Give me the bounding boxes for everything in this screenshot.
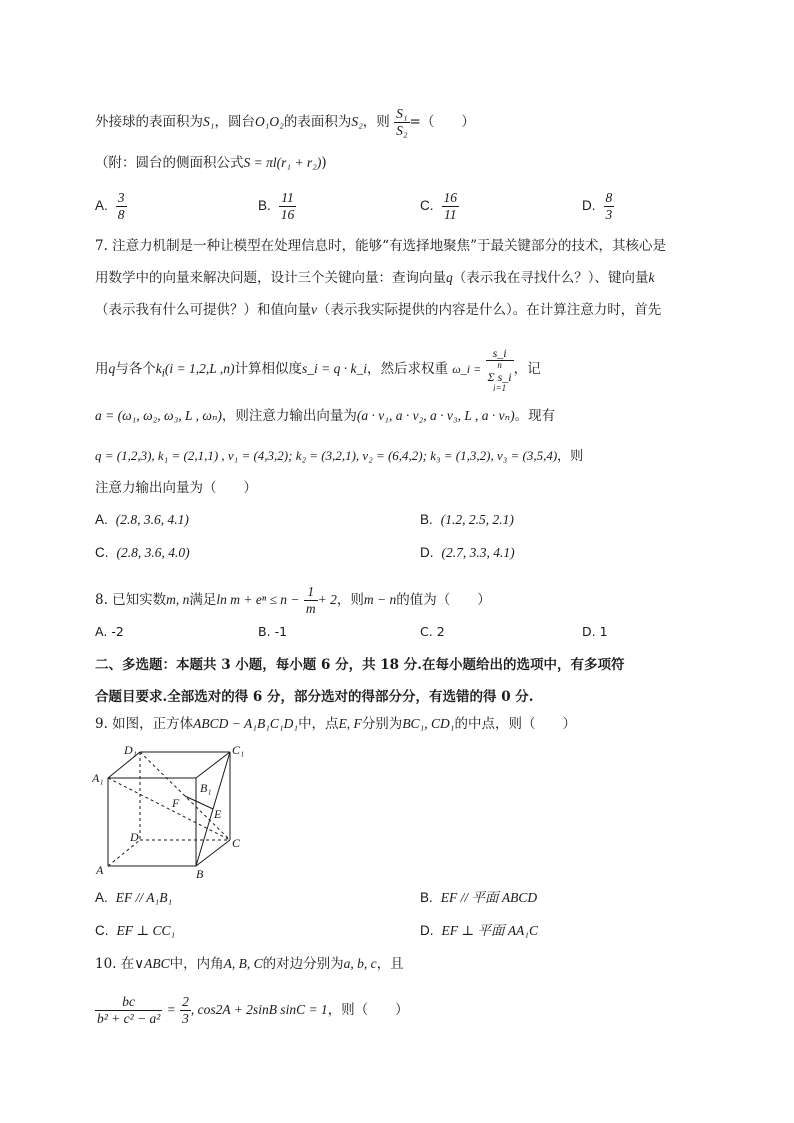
edge-b1-c1: [196, 752, 230, 778]
q7-index-range: (i = 1,2,L ,n): [164, 361, 235, 376]
q8-text-b: 满足: [189, 592, 217, 608]
q6-option: [420, 190, 459, 223]
option-value: (1.2, 2.5, 2.1): [440, 512, 514, 527]
q6-option: [258, 190, 296, 223]
option-label: A.: [95, 624, 108, 639]
q7-weight-den: [486, 361, 514, 393]
q10-frac-den: b² + c² − a²: [97, 1011, 161, 1026]
option-den: 11: [444, 207, 457, 222]
q8-ineq-right: + 2: [317, 592, 337, 607]
option-label: C.: [420, 624, 433, 639]
q7-line3a: （表示我有什么可提供？）和值向量: [95, 302, 311, 318]
edge-b-c: [196, 840, 230, 866]
q8-option: [258, 622, 287, 642]
q7-sum-top: n: [497, 360, 502, 370]
q6-text-mid2: 的表面积为: [283, 114, 352, 130]
q7-weight-lhs: ω_i =: [452, 362, 482, 376]
option-num: 11: [279, 190, 297, 207]
q9-option: [420, 921, 538, 941]
option-den: 8: [117, 207, 125, 222]
segment-ef: [185, 796, 213, 809]
option-value: EF ⊥ CC₁: [116, 923, 176, 938]
option-num: 8: [605, 190, 613, 205]
q9-edges: BC₁, CD₁: [402, 716, 455, 731]
q10-fraction-2: [180, 994, 191, 1027]
q7-line1: 7. 注意力机制是一种让模型在处理信息时，能够“有选择地聚焦”于最关键部分的技术，其核心是: [95, 238, 666, 254]
q7-sum-body: Σ s_i: [487, 370, 512, 384]
q8-text-d: 的值为（ ）: [396, 592, 491, 608]
q10-line1: [95, 954, 404, 974]
q7-line5b: ，则注意力输出向量为: [221, 408, 357, 424]
q10-text-e: ，则（ ）: [327, 1002, 409, 1018]
q6-ratio-fraction: [394, 106, 409, 139]
option-value: (2.8, 3.6, 4.0): [116, 545, 190, 560]
option-label: D.: [420, 545, 434, 560]
option-value: EF ⊥ 平面 AA₁C: [441, 923, 539, 938]
q8-text-c: ，则: [336, 592, 364, 608]
option-label: B.: [420, 512, 433, 527]
option-label: C.: [95, 923, 109, 938]
option-value: (2.8, 3.6, 4.1): [115, 512, 189, 527]
q7-weight-fraction: [486, 346, 514, 393]
q7-line4a: 用: [95, 361, 109, 377]
q10-angles: A, B, C: [223, 956, 263, 971]
option-fraction: [442, 190, 460, 223]
q7-key-vector: k: [648, 270, 655, 285]
q10-text-d: ，且: [376, 956, 404, 972]
q10-text-a: 10. 在: [95, 956, 135, 972]
q10-eq-tail: , cos2A + 2sinB sinC = 1: [190, 1002, 328, 1017]
label-b1: B₁: [200, 781, 212, 795]
q7-line4f: ，然后求权重: [367, 361, 448, 377]
q8-fraction: [304, 584, 318, 617]
q10-equals: =: [166, 1002, 176, 1017]
option-value: 1: [599, 624, 608, 639]
q6-line1: [95, 106, 475, 139]
q6-text-mid3: ，则: [362, 114, 390, 130]
option-label: C.: [95, 545, 109, 560]
q7-line5: [95, 406, 555, 426]
q7-line6: [95, 446, 583, 467]
q8-line: [95, 584, 491, 617]
q7-line7: 注意力输出向量为（ ）: [95, 480, 257, 496]
option-value: EF // A₁B₁: [115, 890, 173, 905]
option-num: 3: [117, 190, 125, 205]
q9-text-d: 的中点，则（ ）: [454, 716, 576, 732]
q9-text-a: 9. 如图，正方体: [95, 716, 194, 732]
q7-value-vector: v: [311, 302, 317, 317]
q6-note-text: （附：圆台的侧面积公式: [95, 155, 244, 171]
label-e: E: [214, 807, 222, 821]
q6-frac-num: S₁: [396, 106, 408, 121]
q7-weight-num: s_i: [486, 346, 514, 361]
q7-sum-bottom: i=1: [493, 383, 507, 393]
option-label: B.: [420, 890, 433, 905]
q10-sides: a, b, c: [343, 956, 377, 971]
q9-line: [95, 714, 576, 734]
label-d: D: [130, 830, 139, 844]
diag-a1-c: [108, 778, 230, 840]
q7-line4b: 与各个: [115, 361, 156, 377]
option-value: EF // 平面 ABCD: [440, 890, 538, 905]
q7-option: [420, 510, 514, 530]
q7-line4: [95, 346, 541, 393]
q8-ineq-left: ln m + eⁿ ≤ n −: [216, 592, 300, 607]
q7-line2a: 用数学中的向量来解决问题，设计三个关键向量：查询向量: [95, 270, 446, 286]
q7-line4g: ，记: [513, 361, 541, 377]
q7-line2b: （表示我在寻找什么？）、键向量: [452, 270, 649, 286]
section2-line1: 二、多选题：本题共 3 小题，每小题 6 分，共 18 分.在每小题给出的选项中，有多项符: [95, 657, 625, 673]
q10-text-c: 的对边分别为: [262, 956, 344, 972]
q7-line2: [95, 268, 655, 288]
option-label: D.: [582, 624, 596, 639]
q10-eq-den: 3: [182, 1011, 189, 1026]
option-label: B.: [258, 624, 271, 639]
q7-line6-end: ，则: [557, 449, 584, 464]
q7-q: q: [108, 361, 116, 376]
q8-option: [420, 622, 445, 642]
label-a1: A₁: [92, 771, 104, 785]
option-value: -2: [111, 624, 124, 639]
q7-line4d: 计算相似度: [234, 361, 303, 377]
q6-frac-den: S₂: [396, 123, 408, 138]
q6-option: [95, 190, 127, 223]
label-c: C: [232, 836, 241, 850]
q8-expr: m − n: [363, 592, 397, 607]
q7-similarity: s_i = q · k_i: [302, 361, 367, 376]
q7-line3b: （表示我实际提供的内容是什么）。在计算注意力时，首先: [317, 302, 662, 318]
option-value: 2: [436, 624, 445, 639]
q7-output-vector: (a · v₁, a · v₂, a · v₃, L , a · vₙ): [356, 408, 515, 423]
q6-note-close: ): [321, 155, 327, 171]
q7-option: [420, 543, 515, 563]
option-label: D.: [582, 198, 596, 213]
q8-frac-num: 1: [304, 584, 318, 601]
q10-text-b: 中，内角: [169, 956, 224, 972]
option-fraction: [116, 190, 127, 223]
q9-text-c: 分别为: [361, 716, 403, 732]
q6-note-formula: S = πl(r₁ + r₂): [243, 155, 322, 170]
option-den: 16: [280, 207, 295, 222]
q6-s1: S₁: [203, 114, 215, 129]
option-label: A.: [95, 890, 108, 905]
q10-line2: [95, 994, 409, 1027]
option-label: A.: [95, 198, 108, 213]
q6-s2: S₂: [351, 114, 363, 129]
option-num: 16: [443, 190, 457, 205]
q10-triangle: ∨ABC: [134, 956, 170, 971]
q9-option: [95, 888, 172, 908]
q6-answer-paren: =（ ）: [409, 114, 475, 130]
option-den: 3: [605, 207, 613, 222]
label-b: B: [196, 867, 204, 880]
q7-query-vector: q: [446, 270, 453, 285]
q6-text-mid: ，圆台: [214, 114, 255, 130]
option-label: C.: [420, 198, 434, 213]
q7-weight-vector: a = (ω₁, ω₂, ω₃, L , ωₙ): [95, 408, 222, 423]
q8-vars: m, n: [166, 592, 190, 607]
option-label: A.: [95, 512, 108, 527]
option-value: (2.7, 3.3, 4.1): [441, 545, 515, 560]
section2-line2: 合题目要求.全部选对的得 6 分，部分选对的得部分分，有选错的得 0 分.: [95, 689, 534, 705]
q8-text-a: 8. 已知实数: [95, 592, 167, 608]
label-f: F: [172, 796, 180, 810]
q9-option: [420, 888, 537, 908]
option-value: -1: [274, 624, 288, 639]
q6-o1o2: O₁O₂: [254, 114, 284, 129]
q6-text: 外接球的表面积为: [95, 114, 203, 130]
option-label: B.: [258, 198, 271, 213]
q7-option: [95, 510, 189, 530]
q7-ki: $k_i$: [155, 361, 165, 380]
cube-figure: [92, 740, 252, 880]
label-d1: D₁: [124, 743, 137, 757]
q8-option: [582, 622, 608, 642]
label-a: A: [96, 863, 104, 877]
q8-option: [95, 622, 124, 642]
q10-fraction-1: [95, 994, 162, 1027]
q7-given-vectors: q = (1,2,3), k₁ = (2,1,1) , v₁ = (4,3,2); k₂ = (3,2,1), v₂ = (6,4,2); k₃ = (1,3,2), v₃ = (3,5,4): [95, 448, 558, 463]
option-fraction: [279, 190, 297, 223]
q6-option: [582, 190, 614, 223]
q7-option: [95, 543, 190, 563]
q7-line3: [95, 300, 661, 320]
q9-cube: ABCD − A₁B₁C₁D₁: [193, 716, 299, 731]
q6-note: [95, 153, 327, 173]
q9-text-b: 中，点: [298, 716, 339, 732]
q10-frac-num: bc: [95, 994, 162, 1011]
q9-option: [95, 921, 175, 941]
q9-points: E, F: [338, 716, 362, 731]
q10-eq-num: 2: [182, 994, 189, 1009]
option-label: D.: [420, 923, 434, 938]
q8-frac-den: m: [305, 601, 316, 616]
option-fraction: [604, 190, 615, 223]
label-c1: C₁: [232, 743, 245, 757]
q7-line5d: 。现有: [514, 408, 556, 424]
